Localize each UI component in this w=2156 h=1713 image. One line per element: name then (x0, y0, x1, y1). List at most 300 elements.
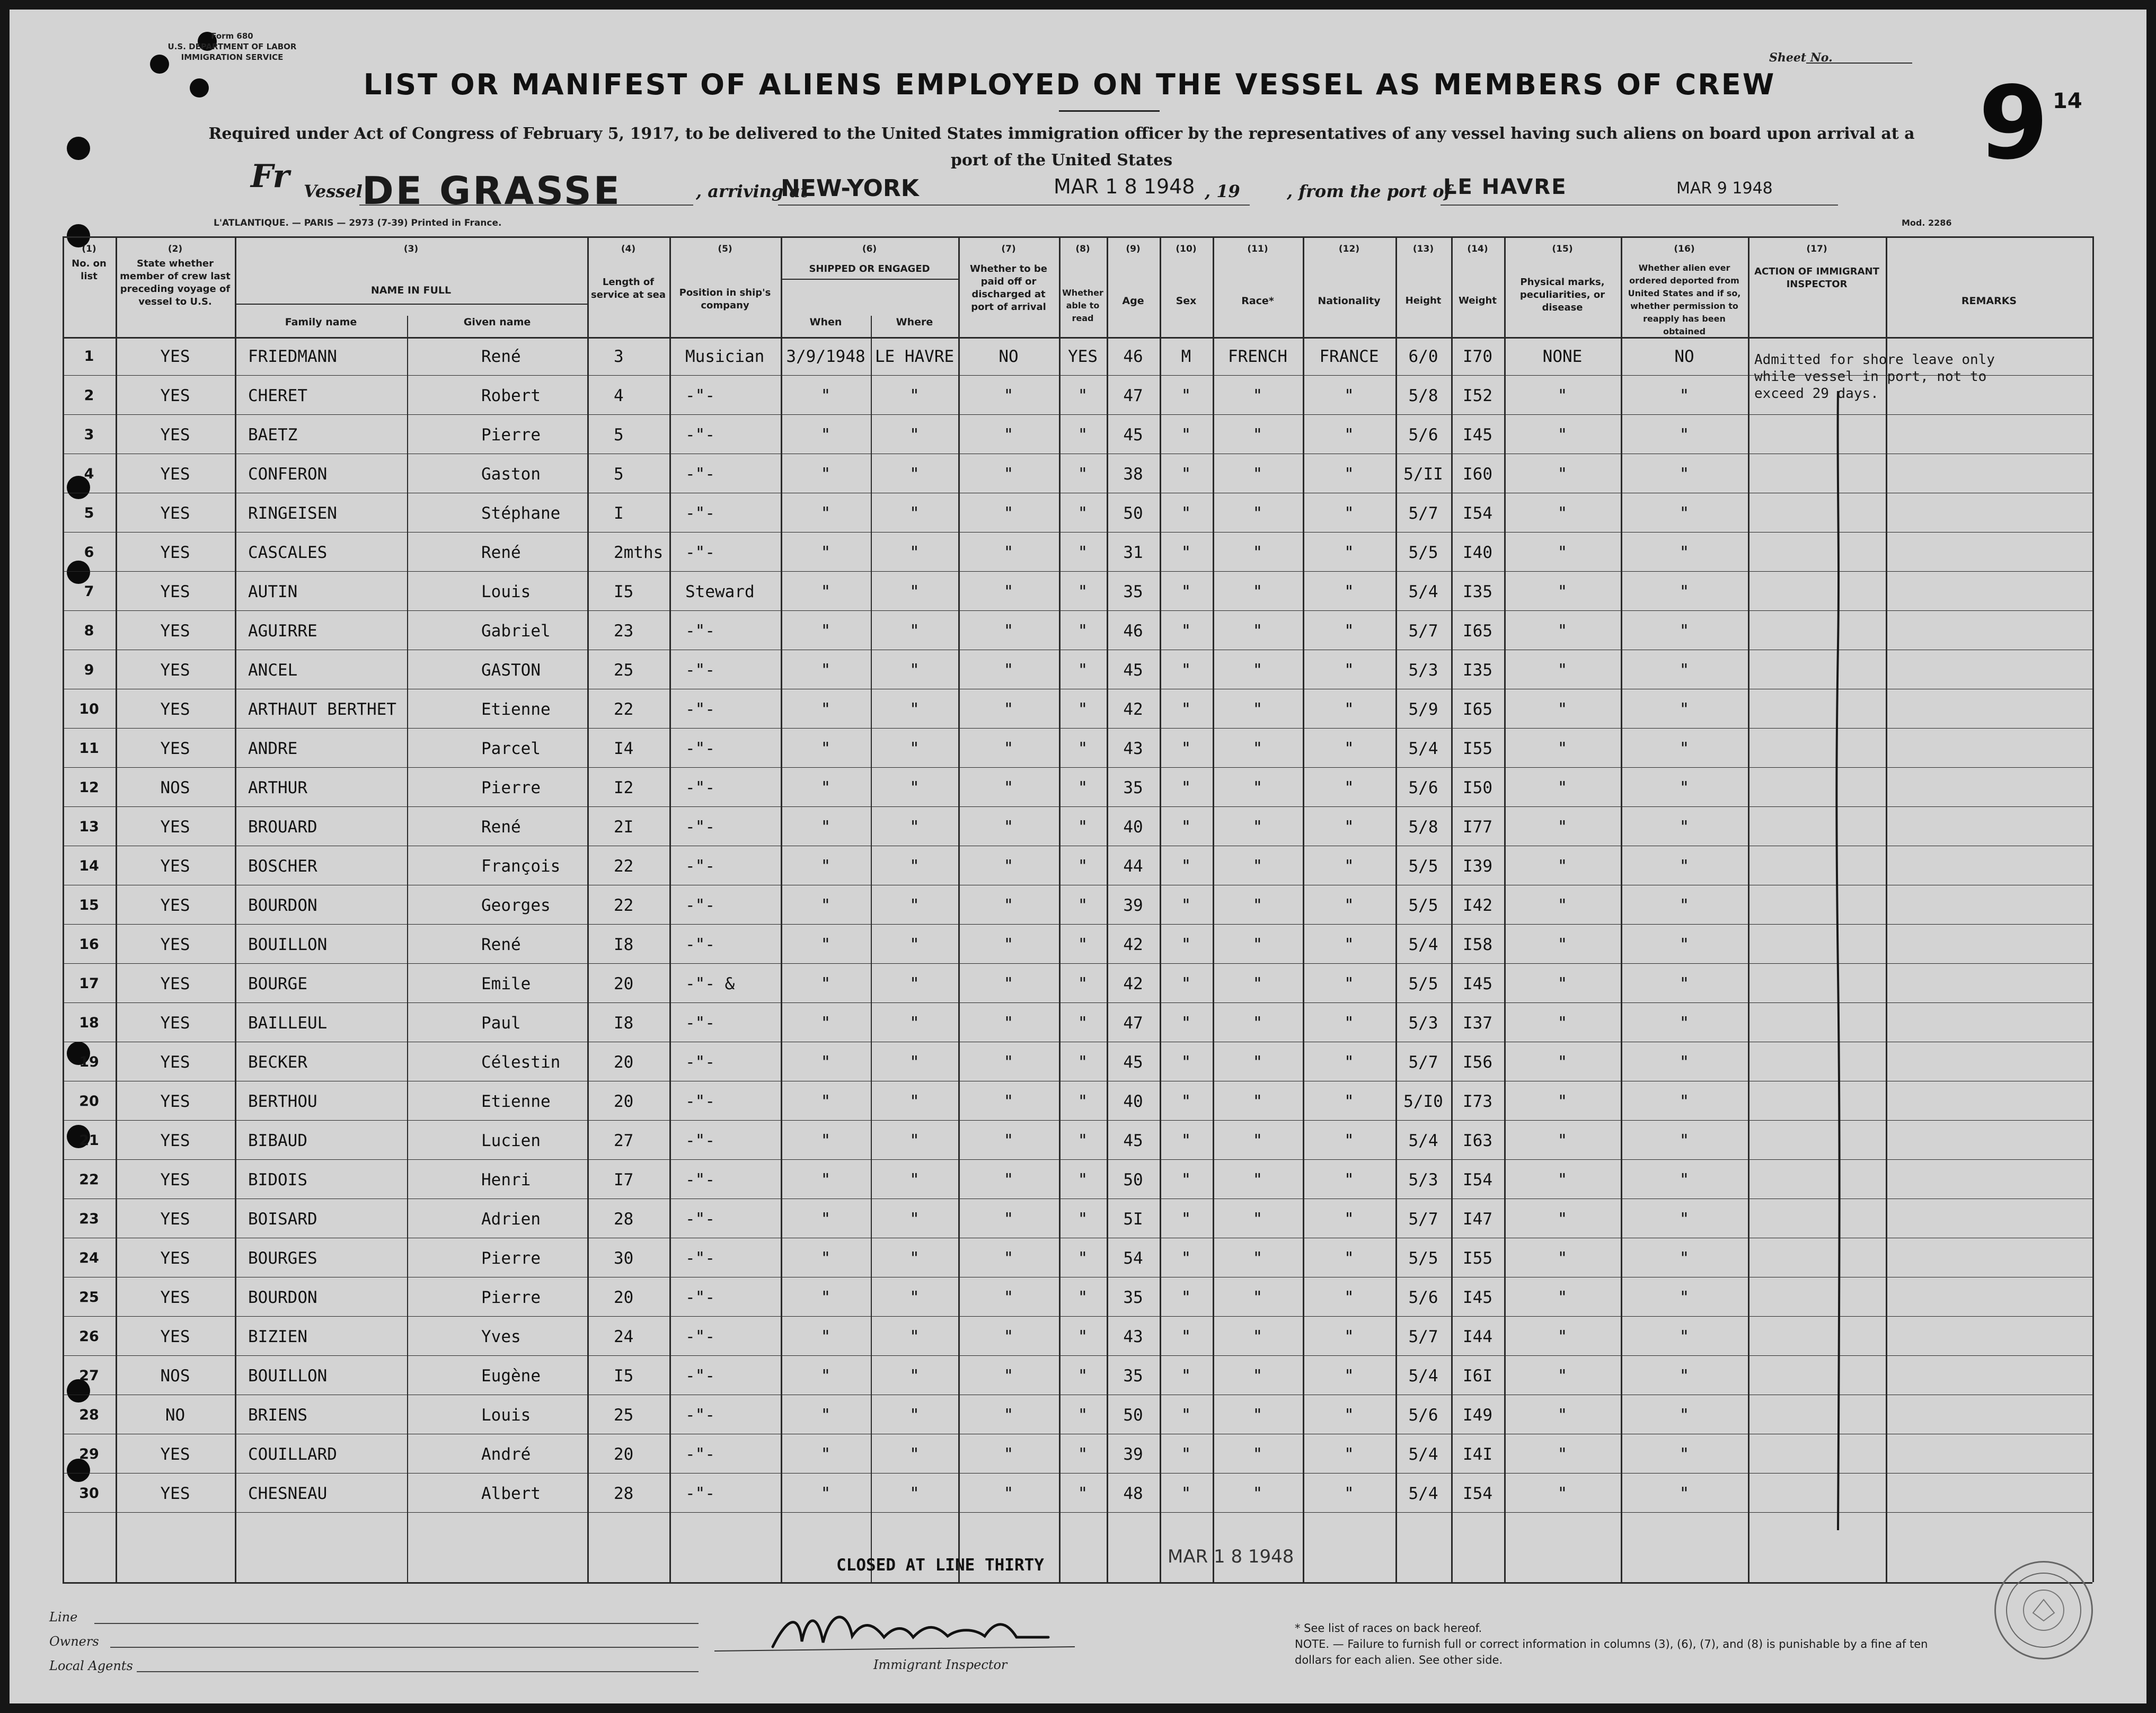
cell-weight: I45 (1463, 974, 1492, 993)
cell-paid: " (1003, 425, 1014, 445)
cell-family: ARTHUR (248, 778, 307, 797)
cell-weight: I40 (1463, 543, 1492, 562)
cell-position: -"- (685, 1210, 715, 1229)
cell-when: " (820, 739, 831, 758)
cell-given: Pierre (481, 1249, 541, 1268)
cell-family: BOISARD (248, 1210, 317, 1229)
col-17-header: ACTION OF IMMIGRANT INSPECTOR (1754, 266, 1879, 290)
cell-no: 23 (79, 1211, 99, 1227)
cell-read: " (1077, 1406, 1088, 1425)
printer-line: L'ATLANTIQUE. — PARIS — 2973 (7-39) Printed in France. (214, 218, 502, 228)
cell-weight: I49 (1463, 1406, 1492, 1425)
cell-deported: " (1679, 504, 1690, 523)
col-16-number: (16) (1674, 244, 1695, 254)
cell-weight: I70 (1463, 347, 1492, 366)
line-label: Line (49, 1610, 78, 1625)
cell-where: " (909, 622, 920, 641)
cell-family: BAILLEUL (248, 1014, 328, 1033)
cell-where: " (909, 1092, 920, 1111)
cell-given: Stéphane (481, 504, 561, 523)
cell-no: 19 (79, 1054, 99, 1070)
cell-sex: " (1181, 622, 1191, 641)
cell-marks: " (1557, 974, 1568, 993)
arrival-date: MAR 1 8 1948 (1054, 175, 1195, 198)
vessel-name: DE GRASSE (362, 168, 622, 213)
cell-nat: " (1344, 661, 1354, 680)
cell-given: Henri (481, 1170, 531, 1190)
document-title: LIST OR MANIFEST OF ALIENS EMPLOYED ON THE VESSEL AS MEMBERS OF CREW (363, 68, 1776, 101)
cell-no: 10 (79, 701, 99, 717)
cell-paid: " (1003, 504, 1014, 523)
table-row (63, 651, 2098, 690)
cell-paid: " (1003, 896, 1014, 915)
cell-service: 5 (614, 425, 624, 445)
cell-prev: YES (160, 1092, 190, 1111)
cell-age: 42 (1123, 974, 1143, 993)
cell-paid: " (1003, 1170, 1014, 1190)
cell-where: " (909, 778, 920, 797)
cell-prev: YES (160, 465, 190, 484)
cell-paid: " (1003, 622, 1014, 641)
closed-at-line: CLOSED AT LINE THIRTY (836, 1556, 1044, 1575)
cell-position: -"- (685, 700, 715, 719)
cell-given: Georges (481, 896, 551, 915)
cell-race: " (1252, 974, 1263, 993)
cell-age: 45 (1123, 661, 1143, 680)
race-footnote: * See list of races on back hereof. (1295, 1622, 1482, 1635)
cell-weight: I50 (1463, 778, 1492, 797)
cell-weight: I4I (1463, 1445, 1492, 1464)
cell-height: 5/7 (1408, 1053, 1438, 1072)
cell-age: 38 (1123, 465, 1143, 484)
cell-when: " (820, 1249, 831, 1268)
when-header: When (809, 316, 842, 328)
cell-weight: I54 (1463, 1170, 1492, 1190)
cell-prev: NO (165, 1406, 185, 1425)
cell-weight: I56 (1463, 1053, 1492, 1072)
cell-race: " (1252, 1366, 1263, 1386)
cell-service: 24 (614, 1327, 634, 1346)
cell-service: 22 (614, 896, 634, 915)
col-11-number: (11) (1247, 244, 1268, 254)
cell-when: " (820, 857, 831, 876)
cell-where: " (909, 465, 920, 484)
cell-given: Yves (481, 1327, 521, 1346)
cell-height: 5/9 (1408, 700, 1438, 719)
punch-hole (190, 78, 209, 97)
col-9-number: (9) (1126, 244, 1141, 254)
cell-family: AGUIRRE (248, 622, 317, 641)
cell-read: " (1077, 582, 1088, 601)
table-row (63, 807, 2098, 847)
table-row (63, 1121, 2098, 1160)
col-14-header: Weight (1459, 295, 1497, 306)
cell-position: Steward (685, 582, 755, 601)
cell-given: Pierre (481, 778, 541, 797)
page-big-number: 9 (1978, 65, 2049, 182)
cell-given: Robert (481, 386, 541, 405)
cell-no: 25 (79, 1289, 99, 1306)
vessel-prefix: Fr (251, 158, 290, 195)
cell-given: Paul (481, 1014, 521, 1033)
cell-sex: M (1181, 347, 1191, 366)
cell-prev: YES (160, 622, 190, 641)
cell-given: Célestin (481, 1053, 561, 1072)
cell-race: " (1252, 622, 1263, 641)
cell-age: 50 (1123, 504, 1143, 523)
cell-age: 42 (1123, 935, 1143, 954)
table-row (63, 886, 2098, 925)
cell-height: 5/I0 (1403, 1092, 1443, 1111)
cell-height: 5/5 (1408, 857, 1438, 876)
cell-nat: " (1344, 1170, 1354, 1190)
cell-position: -"- (685, 896, 715, 915)
cell-when: " (820, 778, 831, 797)
cell-position: -"- (685, 1484, 715, 1503)
punch-hole (67, 137, 90, 160)
cell-when: " (820, 1288, 831, 1307)
cell-race: " (1252, 1092, 1263, 1111)
cell-when: " (820, 582, 831, 601)
cell-no: 29 (79, 1446, 99, 1462)
cell-weight: I39 (1463, 857, 1492, 876)
cell-no: 5 (84, 505, 94, 521)
cell-no: 27 (79, 1368, 99, 1384)
table-row (63, 1160, 2098, 1200)
cell-service: 20 (614, 1053, 634, 1072)
cell-read: " (1077, 1366, 1088, 1386)
cell-race: " (1252, 1131, 1263, 1150)
cell-age: 40 (1123, 1092, 1143, 1111)
cell-age: 47 (1123, 1014, 1143, 1033)
cell-age: 46 (1123, 347, 1143, 366)
arriving-port: NEW-YORK (781, 175, 919, 202)
table-row (63, 964, 2098, 1004)
cell-nat: " (1344, 1092, 1354, 1111)
cell-when: " (820, 1014, 831, 1033)
cell-when: " (820, 974, 831, 993)
col-1-number: (1) (82, 244, 96, 254)
cell-marks: " (1557, 543, 1568, 562)
cell-weight: I45 (1463, 1288, 1492, 1307)
cell-service: I8 (614, 1014, 634, 1033)
cell-deported: " (1679, 896, 1690, 915)
col-1-header: No. on list (72, 258, 107, 282)
cell-sex: " (1181, 582, 1191, 601)
cell-age: 42 (1123, 700, 1143, 719)
cell-family: ARTHAUT BERTHET (248, 700, 396, 719)
cell-height: 5/3 (1408, 661, 1438, 680)
cell-given: René (481, 543, 521, 562)
cell-given: Etienne (481, 700, 551, 719)
cell-age: 54 (1123, 1249, 1143, 1268)
cell-sex: " (1181, 896, 1191, 915)
cell-sex: " (1181, 543, 1191, 562)
cell-marks: " (1557, 778, 1568, 797)
cell-height: 5/6 (1408, 778, 1438, 797)
cell-service: 28 (614, 1210, 634, 1229)
cell-sex: " (1181, 1131, 1191, 1150)
cell-weight: I65 (1463, 622, 1492, 641)
cell-paid: " (1003, 1014, 1014, 1033)
arrival-stamp: MAR 1 8 1948 (1168, 1546, 1294, 1567)
cell-nat: " (1344, 465, 1354, 484)
cell-deported: " (1679, 1249, 1690, 1268)
cell-where: " (909, 661, 920, 680)
cell-age: 45 (1123, 1131, 1143, 1150)
cell-nat: " (1344, 739, 1354, 758)
title-rule (1059, 110, 1160, 112)
cell-sex: " (1181, 1366, 1191, 1386)
cell-paid: " (1003, 1249, 1014, 1268)
cell-height: 5/8 (1408, 818, 1438, 837)
cell-read: " (1077, 386, 1088, 405)
cell-race: " (1252, 896, 1263, 915)
col-2-header: State whether member of crew last preceding voyage of vessel to U.S. (120, 258, 231, 307)
cell-deported: " (1679, 857, 1690, 876)
cell-deported: " (1679, 1327, 1690, 1346)
cell-position: -"- (685, 504, 715, 523)
cell-given: René (481, 818, 521, 837)
cell-service: I7 (614, 1170, 634, 1190)
cell-marks: " (1557, 1131, 1568, 1150)
remarks-header: REMARKS (1961, 295, 2017, 307)
cell-weight: I77 (1463, 818, 1492, 837)
cell-where: " (909, 1484, 920, 1503)
cell-where: " (909, 1249, 920, 1268)
cell-race: " (1252, 1406, 1263, 1425)
page-small-number: 14 (2053, 89, 2082, 113)
col-10-header: Sex (1176, 295, 1197, 307)
cell-prev: YES (160, 1327, 190, 1346)
cell-marks: " (1557, 1053, 1568, 1072)
table-row (63, 415, 2098, 455)
cell-paid: " (1003, 1131, 1014, 1150)
table-row (63, 1043, 2098, 1082)
cell-family: RINGEISEN (248, 504, 337, 523)
cell-deported: " (1679, 778, 1690, 797)
table-row (63, 455, 2098, 494)
cell-race: " (1252, 661, 1263, 680)
cell-service: 4 (614, 386, 624, 405)
cell-paid: " (1003, 974, 1014, 993)
cell-paid: " (1003, 739, 1014, 758)
cell-no: 14 (79, 858, 99, 874)
cell-prev: YES (160, 1445, 190, 1464)
cell-when: " (820, 818, 831, 837)
cell-sex: " (1181, 465, 1191, 484)
cell-sex: " (1181, 504, 1191, 523)
cell-where: " (909, 1170, 920, 1190)
col-15-number: (15) (1552, 244, 1573, 254)
cell-nat: " (1344, 818, 1354, 837)
cell-where: " (909, 1366, 920, 1386)
service-name: IMMIGRATION SERVICE (181, 52, 284, 62)
cell-weight: I44 (1463, 1327, 1492, 1346)
departure-date: MAR 9 1948 (1676, 179, 1773, 198)
cell-read: YES (1068, 347, 1098, 366)
cell-height: 5/8 (1408, 386, 1438, 405)
cell-no: 9 (84, 662, 94, 678)
cell-read: " (1077, 739, 1088, 758)
cell-prev: YES (160, 1484, 190, 1503)
local-agents-field (137, 1671, 699, 1672)
cell-position: -"- (685, 1406, 715, 1425)
cell-no: 17 (79, 975, 99, 992)
cell-given: Emile (481, 974, 531, 993)
cell-race: FRENCH (1228, 347, 1287, 366)
inspector-remarks: Admitted for shore leave only while vessel in port, not to exceed 29 days. (1754, 352, 1995, 402)
cell-prev: YES (160, 739, 190, 758)
cell-sex: " (1181, 386, 1191, 405)
cell-prev: YES (160, 700, 190, 719)
table-bottom-border (63, 1582, 2092, 1584)
cell-family: BOSCHER (248, 857, 317, 876)
cell-nat: " (1344, 857, 1354, 876)
cell-prev: YES (160, 1249, 190, 1268)
cell-height: 5/7 (1408, 1210, 1438, 1229)
cell-family: CHESNEAU (248, 1484, 328, 1503)
cell-where: " (909, 1445, 920, 1464)
cell-race: " (1252, 818, 1263, 837)
cell-marks: " (1557, 1249, 1568, 1268)
arriving-label: , arriving at (696, 181, 808, 201)
cell-when: " (820, 386, 831, 405)
cell-family: COUILLARD (248, 1445, 337, 1464)
cell-no: 7 (84, 583, 94, 600)
cell-paid: " (1003, 857, 1014, 876)
cell-race: " (1252, 543, 1263, 562)
cell-no: 26 (79, 1328, 99, 1345)
cell-sex: " (1181, 1484, 1191, 1503)
cell-race: " (1252, 857, 1263, 876)
cell-age: 5I (1123, 1210, 1143, 1229)
vessel-info-row (251, 158, 1947, 213)
cell-nat: " (1344, 622, 1354, 641)
cell-marks: NONE (1542, 347, 1583, 366)
cell-where: " (909, 1053, 920, 1072)
cell-nat: " (1344, 1053, 1354, 1072)
cell-height: 5/6 (1408, 1406, 1438, 1425)
cell-marks: " (1557, 582, 1568, 601)
cell-read: " (1077, 1053, 1088, 1072)
cell-read: " (1077, 661, 1088, 680)
cell-read: " (1077, 778, 1088, 797)
table-row (63, 925, 2098, 964)
cell-deported: " (1679, 1288, 1690, 1307)
cell-given: René (481, 935, 521, 954)
cell-sex: " (1181, 935, 1191, 954)
cell-deported: " (1679, 1445, 1690, 1464)
cell-race: " (1252, 1327, 1263, 1346)
cell-height: 5/5 (1408, 543, 1438, 562)
cell-where: " (909, 543, 920, 562)
cell-height: 5/6 (1408, 1288, 1438, 1307)
cell-given: André (481, 1445, 531, 1464)
cell-read: " (1077, 1170, 1088, 1190)
cell-sex: " (1181, 1249, 1191, 1268)
cell-sex: " (1181, 1053, 1191, 1072)
cell-service: I2 (614, 778, 634, 797)
cell-race: " (1252, 700, 1263, 719)
cell-deported: " (1679, 1406, 1690, 1425)
cell-deported: " (1679, 386, 1690, 405)
fine-note: NOTE. — Failure to furnish full or correct information in columns (3), (6), (7), and (8) is punishable by a fine af ten dollars for each alien. See other side. (1295, 1638, 1928, 1666)
cell-read: " (1077, 818, 1088, 837)
cell-read: " (1077, 1131, 1088, 1150)
col-12-header: Nationality (1318, 295, 1381, 307)
cell-weight: I73 (1463, 1092, 1492, 1111)
table-row (63, 572, 2098, 611)
shipped-subheader-rule (781, 279, 958, 280)
cell-no: 13 (79, 819, 99, 835)
cell-prev: YES (160, 1014, 190, 1033)
cell-height: 5/3 (1408, 1170, 1438, 1190)
cell-nat: FRANCE (1319, 347, 1379, 366)
cell-when: " (820, 543, 831, 562)
cell-paid: " (1003, 1092, 1014, 1111)
col-7-header: Whether to be paid off or discharged at port of arrival (970, 263, 1047, 313)
cell-weight: I54 (1463, 1484, 1492, 1503)
cell-age: 35 (1123, 778, 1143, 797)
cell-sex: " (1181, 1445, 1191, 1464)
cell-prev: YES (160, 1210, 190, 1229)
cell-prev: YES (160, 386, 190, 405)
cell-when: " (820, 1210, 831, 1229)
col-8-header: Whether able to read (1062, 288, 1103, 323)
cell-height: 5/7 (1408, 1327, 1438, 1346)
cell-deported: " (1679, 1131, 1690, 1150)
year-label: , 19 (1205, 181, 1240, 201)
cell-family: BOUILLON (248, 935, 328, 954)
cell-no: 21 (79, 1132, 99, 1149)
cell-marks: " (1557, 1210, 1568, 1229)
cell-read: " (1077, 1445, 1088, 1464)
cell-when: " (820, 1406, 831, 1425)
cell-position: -"- (685, 739, 715, 758)
cell-family: BOUILLON (248, 1366, 328, 1386)
cell-race: " (1252, 1484, 1263, 1503)
cell-height: 5/5 (1408, 896, 1438, 915)
cell-paid: " (1003, 386, 1014, 405)
inspector-label: Immigrant Inspector (873, 1657, 1008, 1672)
cell-position: -"- (685, 1366, 715, 1386)
cell-given: Parcel (481, 739, 541, 758)
table-row (63, 1082, 2098, 1121)
cell-when: " (820, 1170, 831, 1190)
cell-no: 24 (79, 1250, 99, 1266)
cell-position: -"- (685, 465, 715, 484)
cell-prev: YES (160, 347, 190, 366)
cell-race: " (1252, 425, 1263, 445)
cell-deported: " (1679, 465, 1690, 484)
cell-given: Eugène (481, 1366, 541, 1386)
cell-deported: " (1679, 425, 1690, 445)
bracket-line-icon (1822, 391, 1854, 1536)
cell-when: 3/9/1948 (786, 347, 865, 366)
cell-when: " (820, 465, 831, 484)
cell-race: " (1252, 1249, 1263, 1268)
cell-where: " (909, 582, 920, 601)
cell-weight: I55 (1463, 739, 1492, 758)
cell-weight: I35 (1463, 661, 1492, 680)
cell-race: " (1252, 935, 1263, 954)
cell-nat: " (1344, 935, 1354, 954)
name-subheader-rule (235, 304, 587, 305)
cell-nat: " (1344, 1445, 1354, 1464)
cell-family: BOURGES (248, 1249, 317, 1268)
cell-nat: " (1344, 896, 1354, 915)
